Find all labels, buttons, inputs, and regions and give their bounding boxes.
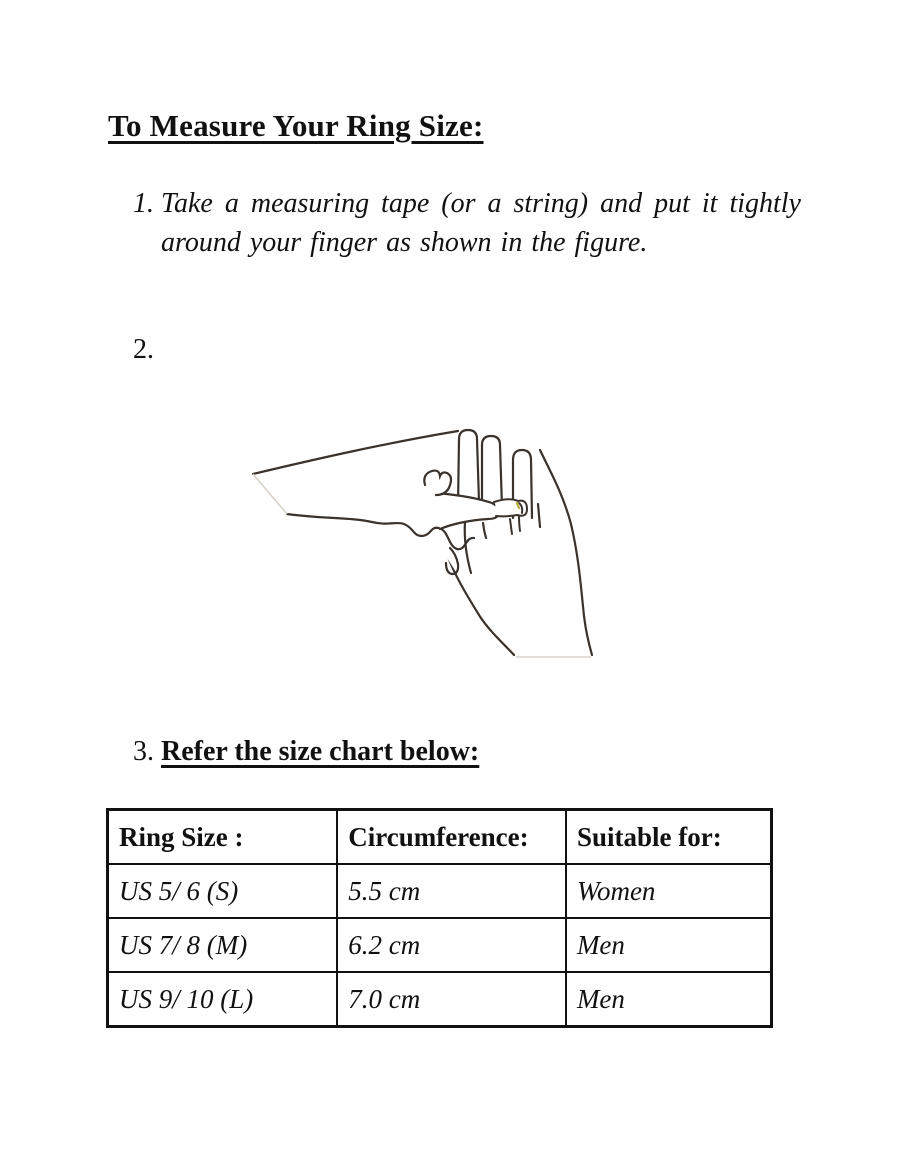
index-finger-shape xyxy=(458,430,479,506)
table-cell-circumference: 5.5 cm xyxy=(337,864,566,918)
size-chart-table xyxy=(106,808,773,1028)
step-3-heading: Refer the size chart below: xyxy=(161,736,480,767)
step-2-number: 2. xyxy=(133,334,154,365)
table-header-row xyxy=(108,810,772,865)
column-header-suitable-for: Suitable for: xyxy=(566,810,772,865)
table-cell-size: US 7/ 8 (M) xyxy=(108,918,338,972)
step-2 xyxy=(133,330,161,369)
column-header-ring-size: Ring Size : xyxy=(108,810,338,865)
table-cell-suitable: Men xyxy=(566,918,772,972)
step-1 xyxy=(133,184,801,262)
table-cell-circumference: 6.2 cm xyxy=(337,918,566,972)
step-1-text: Take a measuring tape (or a string) and put it tightly around your finger as shown in the figure. xyxy=(161,188,801,258)
table-cell-suitable: Men xyxy=(566,972,772,1027)
table-cell-circumference: 7.0 cm xyxy=(337,972,566,1027)
table-cell-size: US 9/ 10 (L) xyxy=(108,972,338,1027)
table-cell-size: US 5/ 6 (S) xyxy=(108,864,338,918)
step-3 xyxy=(133,732,479,771)
table-row xyxy=(108,972,772,1027)
step-3-number: 3. xyxy=(133,736,154,767)
page-title: To Measure Your Ring Size: xyxy=(108,108,484,143)
column-header-circumference: Circumference: xyxy=(337,810,566,865)
table-cell-suitable: Women xyxy=(566,864,772,918)
step-1-number: 1. xyxy=(133,188,154,219)
hand-measuring-illustration xyxy=(246,422,614,670)
table-row xyxy=(108,918,772,972)
curled-fingers-shape xyxy=(372,518,479,572)
finger-base-line-right xyxy=(519,517,520,531)
table-row xyxy=(108,864,772,918)
